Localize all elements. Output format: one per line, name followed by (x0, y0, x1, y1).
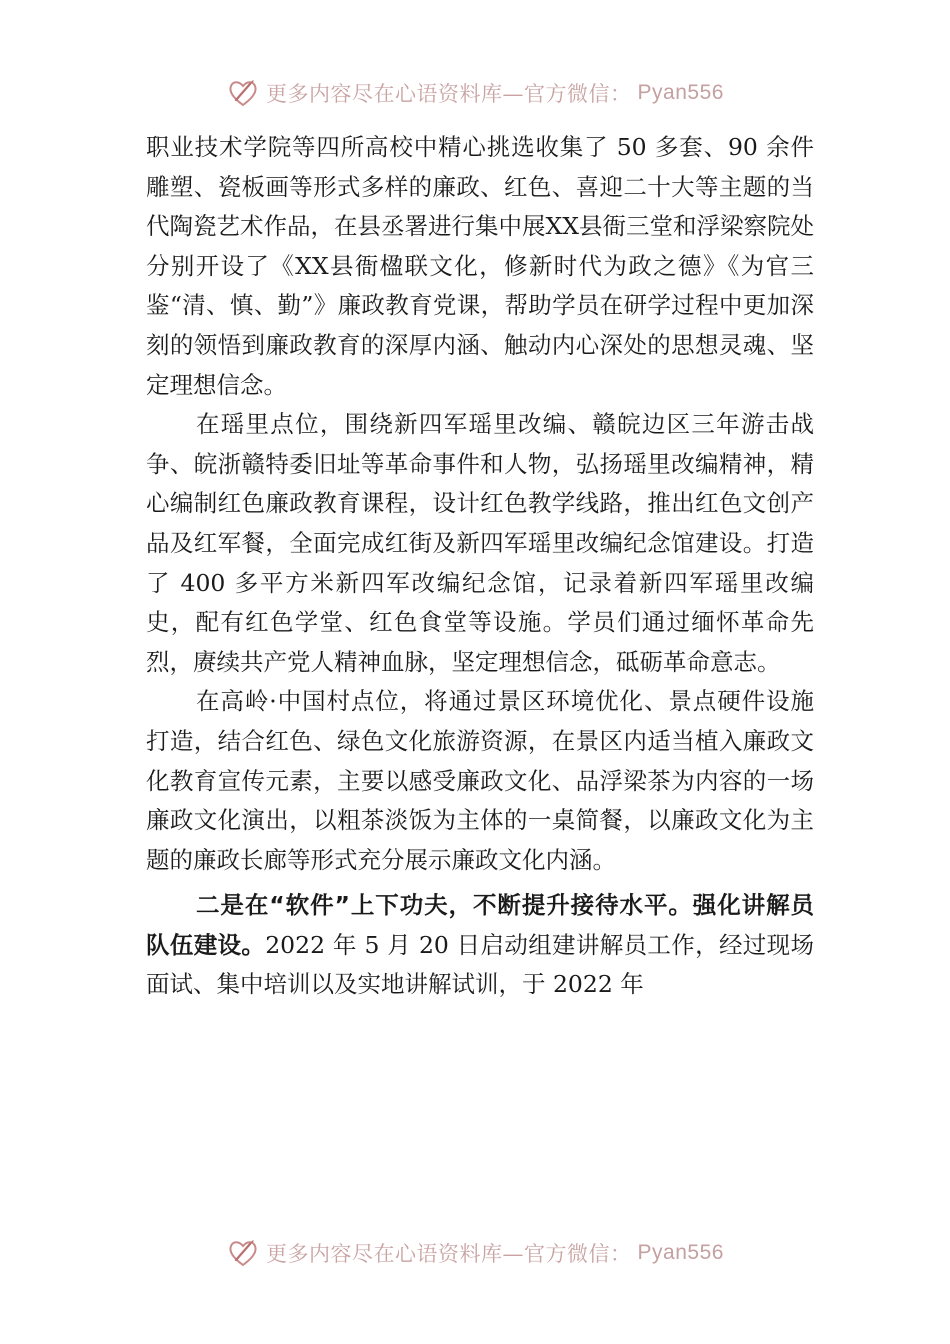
watermark-text: 更多内容尽在心语资料库—官方微信： (266, 82, 632, 106)
watermark-text: 更多内容尽在心语资料库—官方微信： (266, 1242, 632, 1266)
header-watermark (0, 76, 950, 110)
document-body (146, 128, 814, 1005)
heart-pen-icon (226, 76, 260, 110)
paragraph-1: 职业技术学院等四所高校中精心挑选收集了 50 多套、90 余件雕塑、瓷板画等形式多样的廉政、红色、喜迎二十大等主题的当代陶瓷艺术作品，在县丞署进行集中展XX县衙三堂和浮梁察院处分别开设了《XX县衙楹联文化，修新时代为政之德》《为官三鉴“清、慎、勤”》廉政教育党课，帮助学员在研学过程中更加深刻的领悟到廉政教育的深厚内涵、触动内心深处的思想灵魂、坚定理想信念。 (146, 133, 814, 399)
paragraph-4 (146, 886, 814, 1005)
paragraph-3: 在高岭·中国村点位，将通过景区环境优化、景点硬件设施打造，结合红色、绿色文化旅游资源，在景区内适当植入廉政文化教育宣传元素，主要以感受廉政文化、品浮梁茶为内容的一场廉政文化演出，以粗茶淡饭为主体的一桌简餐，以廉政文化为主题的廉政长廊等形式充分展示廉政文化内涵。 (146, 687, 814, 874)
watermark-id: Pyan556 (637, 81, 724, 104)
heart-pen-icon (226, 1236, 260, 1270)
paragraph-2: 在瑶里点位，围绕新四军瑶里改编、赣皖边区三年游击战争、皖浙赣特委旧址等革命事件和人物，弘扬瑶里改编精神，精心编制红色廉政教育课程，设计红色教学线路，推出红色文创产品及红军餐，全面完成红街及新四军瑶里改编纪念馆建设。打造了 400 多平方米新四军改编纪念馆，记录着新四军瑶里改编史，配有红色学堂、红色食堂等设施。学员们通过缅怀革命先烈，赓续共产党人精神血脉，坚定理想信念，砥砺革命意志。 (146, 410, 814, 676)
paragraph-4-text: 2022 年 5 月 20 日启动组建讲解员工作，经过现场面试、集中培训以及实地讲解试训，于 2022 年 (146, 930, 815, 999)
footer-watermark (0, 1236, 950, 1270)
section-heading: 二是在“软件”上下功夫，不断提升接待水平。强化讲解员队伍建设。 (146, 891, 814, 959)
watermark-id: Pyan556 (637, 1241, 724, 1264)
